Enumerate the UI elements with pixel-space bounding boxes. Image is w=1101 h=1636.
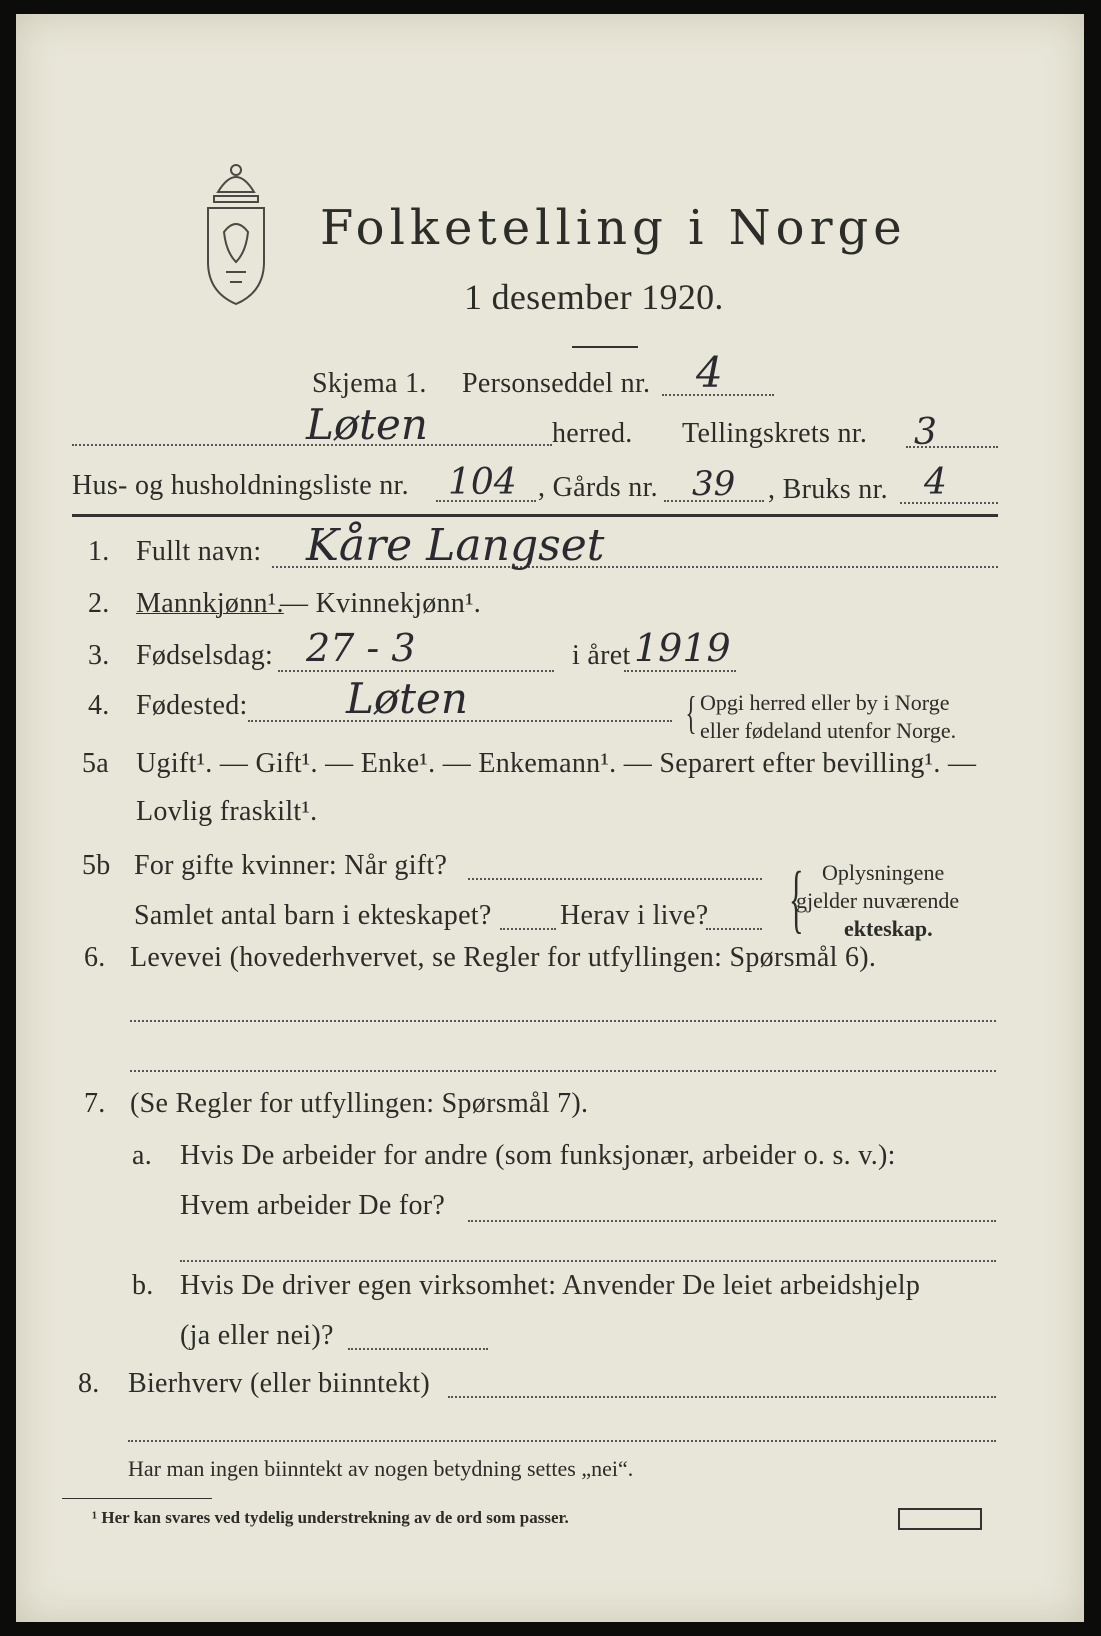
q7a-label: Hvis De arbeider for andre (som funksjonær, arbeider o. s. v.): xyxy=(180,1140,896,1171)
q1-number: 1. xyxy=(88,536,110,567)
q2-number: 2. xyxy=(88,588,110,619)
form-title: Folketelling i Norge xyxy=(320,200,907,256)
q7a-field-line-2 xyxy=(180,1260,996,1262)
q5b-children-label: Samlet antal barn i ekteskapet? xyxy=(134,900,492,931)
q7a-employer-field-line xyxy=(468,1220,996,1222)
holding-value: 4 xyxy=(924,462,947,503)
municipality-label: herred. xyxy=(552,418,633,449)
household-value: 104 xyxy=(448,462,517,503)
q4-note-line2: eller fødeland utenfor Norge. xyxy=(700,718,957,743)
person-slip-number: 4 xyxy=(696,348,723,397)
q7-number: 7. xyxy=(84,1088,106,1119)
household-list-label: Hus- og husholdningsliste nr. xyxy=(72,470,409,501)
q5b-note-line1: Oplysningene xyxy=(822,860,945,885)
municipality-value: Løten xyxy=(306,400,428,449)
q5b-alive-field-line xyxy=(706,928,762,930)
q5a-number: 5a xyxy=(82,748,110,779)
q3-label: Fødselsdag: xyxy=(136,640,274,671)
q7b-letter: b. xyxy=(132,1270,154,1301)
q1-value-full-name: Kåre Langset xyxy=(306,520,605,571)
q6-label: Levevei (hovederhvervet, se Regler for utfyllingen: Spørsmål 6). xyxy=(130,942,877,973)
header-divider xyxy=(72,514,998,517)
q8-field-line-2 xyxy=(128,1440,996,1442)
q5b-alive-label: Herav i live? xyxy=(560,900,709,931)
holding-label: , Bruks nr. xyxy=(768,474,888,505)
holding-field-line xyxy=(900,502,998,504)
q4-bracket: { xyxy=(685,687,697,738)
footnote-text: ¹ Her kan svares ved tydelig understrekning av de ord som passer. xyxy=(92,1508,569,1527)
q4-label: Fødested: xyxy=(136,690,248,721)
q4-number: 4. xyxy=(88,690,110,721)
footnote-divider xyxy=(62,1498,212,1499)
q7b-label: Hvis De driver egen virksomhet: Anvender De leiet arbeidshjelp xyxy=(180,1270,921,1301)
census-date: 1 desember 1920. xyxy=(464,277,724,317)
farm-value: 39 xyxy=(692,464,736,504)
lion-crest-icon xyxy=(196,152,276,312)
q5b-field-line xyxy=(468,878,762,880)
q5b-children-field-line xyxy=(500,928,556,930)
q8-label: Bierhverv (eller biinntekt) xyxy=(128,1368,430,1399)
q3-year-label: i året xyxy=(572,640,631,671)
q6-field-line-2 xyxy=(130,1070,996,1072)
q3-value-birthday: 27 - 3 xyxy=(306,626,416,670)
q7b-answer-label: (ja eller nei)? xyxy=(180,1320,334,1351)
q5b-bracket: { xyxy=(788,857,804,941)
farm-label: , Gårds nr. xyxy=(538,472,658,503)
q7a-letter: a. xyxy=(132,1140,153,1171)
q3-field-line xyxy=(278,670,554,672)
q7a-employer-label: Hvem arbeider De for? xyxy=(180,1190,446,1221)
q7-label: (Se Regler for utfyllingen: Spørsmål 7). xyxy=(130,1088,589,1119)
coat-of-arms-emblem xyxy=(196,152,276,316)
district-value: 3 xyxy=(914,412,937,453)
q4-value-birthplace: Løten xyxy=(346,674,468,723)
q5b-note-line3: ekteskap. xyxy=(844,916,933,941)
schema-label: Skjema 1. xyxy=(312,368,427,399)
q3-year-field-line xyxy=(624,670,736,672)
q2-option-male: Mannkjønn¹. xyxy=(136,588,284,619)
q5b-note-line2: gjelder nuværende xyxy=(796,888,960,913)
printer-stamp xyxy=(898,1508,982,1530)
q5a-options: Ugift¹. — Gift¹. — Enke¹. — Enkemann¹. — Separert efter bevilling¹. — xyxy=(136,748,977,779)
person-slip-label: Personseddel nr. xyxy=(462,368,651,399)
q5b-label: For gifte kvinner: Når gift? xyxy=(134,850,448,881)
q6-field-line-1 xyxy=(130,1020,996,1022)
q3-value-year: 1919 xyxy=(634,626,731,670)
q6-number: 6. xyxy=(84,942,106,973)
q8-note: Har man ingen biinntekt av nogen betydning settes „nei“. xyxy=(128,1456,634,1481)
q7b-field-line xyxy=(348,1348,488,1350)
q5a-options-cont: Lovlig fraskilt¹. xyxy=(136,796,318,827)
q1-label: Fullt navn: xyxy=(136,536,262,567)
q8-field-line xyxy=(448,1396,996,1398)
district-label: Tellingskrets nr. xyxy=(682,418,868,449)
title-divider xyxy=(572,346,638,348)
q5b-number: 5b xyxy=(82,850,111,881)
q8-number: 8. xyxy=(78,1368,100,1399)
census-form-sheet xyxy=(16,14,1084,1622)
q3-number: 3. xyxy=(88,640,110,671)
q2-option-female: — Kvinnekjønn¹. xyxy=(280,588,482,619)
q4-note-line1: Opgi herred eller by i Norge xyxy=(700,690,950,715)
